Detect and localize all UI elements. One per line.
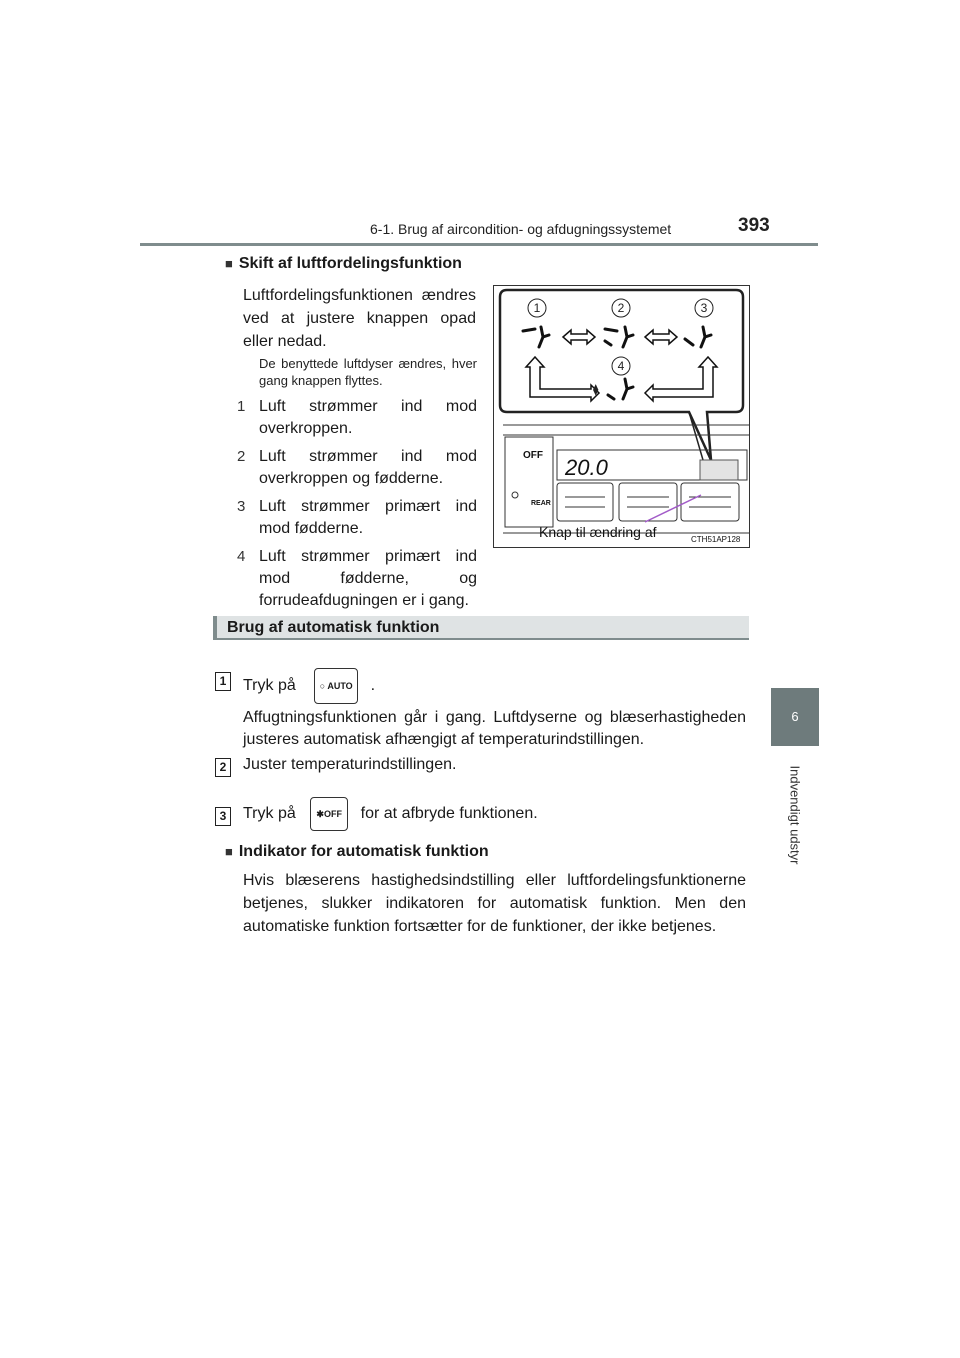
mode-item: 2 Luft strømmer ind mod overkroppen og fødderne. <box>237 448 477 487</box>
page-number: 393 <box>738 215 770 236</box>
airflow-figure <box>493 285 750 548</box>
step-1-line: Tryk på ○ AUTO . <box>243 668 375 704</box>
section-bar: Brug af automatisk funktion <box>213 616 749 640</box>
auto-button[interactable]: ○ AUTO <box>314 668 358 704</box>
mode-list <box>237 396 477 612</box>
section-title: 6-1. Brug af aircondition- og afdugningssystemet <box>370 221 672 237</box>
callout-1: 1 <box>533 301 541 315</box>
mode-item: 3 Luft strømmer primært ind mod fødderne. <box>237 498 477 537</box>
step-number: 3 <box>215 807 231 826</box>
step-2-text: Juster temperaturindstillingen. <box>243 756 457 773</box>
step-number: 2 <box>215 758 231 777</box>
off-button[interactable]: ✱OFF <box>310 797 348 831</box>
indicator-heading: ■ Indikator for automatisk funktion <box>225 843 489 860</box>
airflow-intro: Luftfordelingsfunktionen ændres ved at justere knappen opad eller nedad. <box>243 287 476 350</box>
display-temperature: 20.0 <box>565 455 608 480</box>
off-label: OFF <box>523 450 543 461</box>
figure-code: CTH51AP128 <box>691 535 741 544</box>
square-bullet-icon: ■ <box>225 844 233 859</box>
callout-2: 2 <box>617 301 625 315</box>
step-1-detail: Affugtningsfunktionen går i gang. Luftdyserne og blæserhastigheden justeres automatisk afhængigt af temperaturindstillingen. <box>243 709 746 748</box>
indicator-text: Hvis blæserens hastighedsindstilling eller luftfordelingsfunktionerne betjenes, slukker indikatoren for automatisk funktion. Men den automatiske funktion fortsætter for de funktioner, der ikke betjenes. <box>243 872 746 935</box>
figure-caption: Knap til ændring af <box>539 524 657 540</box>
mode-item: 4 Luft strømmer primært ind mod fødderne, og forrudeafdugningen er i gang. <box>237 548 477 609</box>
chapter-tab: 6 <box>771 688 819 746</box>
callout-3: 3 <box>700 301 708 315</box>
step-3-line: Tryk på ✱OFF for at afbryde funktionen. <box>243 797 538 831</box>
airflow-note: De benyttede luftdyser ændres, hver gang knappen flyttes. <box>259 356 477 388</box>
chapter-label: Indvendigt udstyr <box>787 765 803 865</box>
mode-item: 1 Luft strømmer ind mod overkroppen. <box>237 398 477 437</box>
callout-4: 4 <box>617 359 625 373</box>
step-number: 1 <box>215 672 231 691</box>
airflow-heading: ■ Skift af luftfordelingsfunktion <box>225 255 462 272</box>
defrost-icon: ⧫ <box>593 384 599 396</box>
square-bullet-icon: ■ <box>225 256 233 271</box>
rear-label: REAR <box>531 500 551 507</box>
header-rule <box>140 243 818 246</box>
